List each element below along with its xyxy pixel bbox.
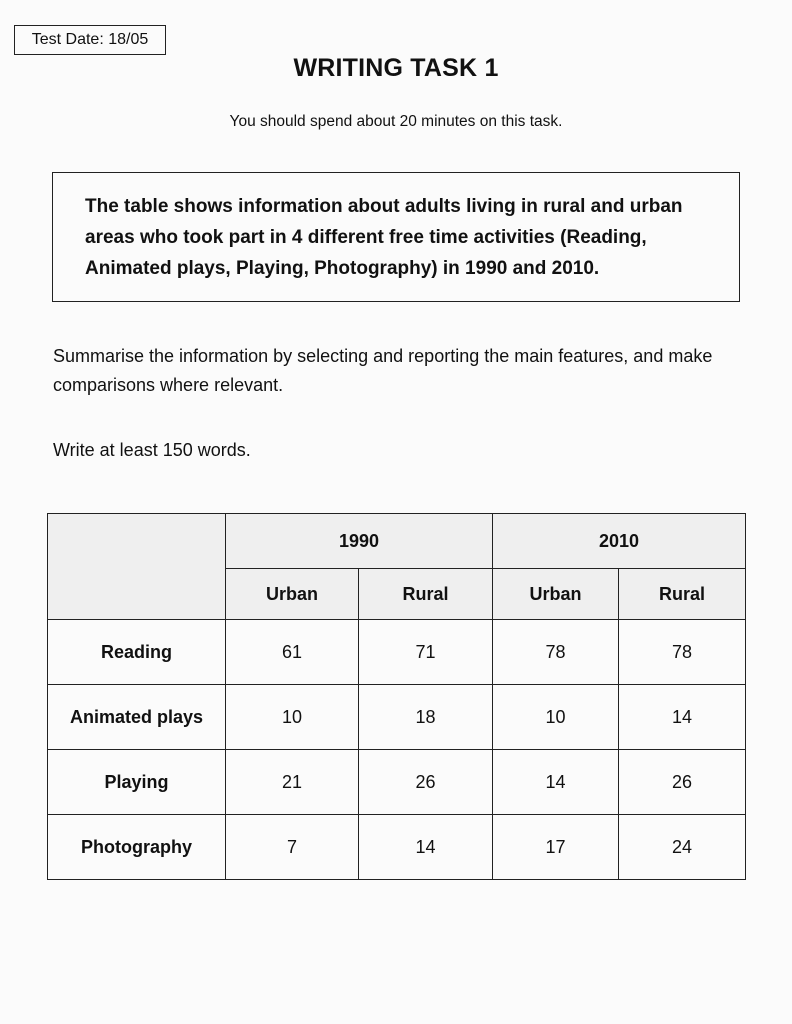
page-title: WRITING TASK 1 [293,54,499,82]
table-cell: 71 [359,620,493,685]
task-prompt-text: The table shows information about adults living in rural and urban areas who took part in 4 different free time activities (Reading, Animated plays, Playing, Photography) in 1990 and 2010. [85,196,683,279]
table-cell: 78 [493,620,619,685]
time-instruction: You should spend about 20 minutes on this task. [229,113,563,130]
row-label-photography: Photography [48,815,226,880]
row-label-reading: Reading [48,620,226,685]
year-header-1990: 1990 [226,514,493,569]
table-row [48,685,746,750]
table-cell: 26 [619,750,746,815]
table-cell: 10 [226,685,359,750]
table-row [48,815,746,880]
subheader-rural-1990: Rural [359,569,493,620]
table-cell: 18 [359,685,493,750]
row-label-animated-plays: Animated plays [48,685,226,750]
table-cell: 26 [359,750,493,815]
task-prompt-box [52,172,740,302]
table-row [48,620,746,685]
summary-instruction: Summarise the information by selecting and reporting the main features, and make comparisons where relevant. [53,346,713,395]
subheader-urban-1990: Urban [226,569,359,620]
year-header-2010: 2010 [493,514,746,569]
subheader-urban-2010: Urban [493,569,619,620]
table-cell: 10 [493,685,619,750]
subheader-rural-2010: Rural [619,569,746,620]
table-cell: 17 [493,815,619,880]
table-corner-cell [48,514,226,620]
test-date-label: Test Date: 18/05 [14,25,166,55]
table-row [48,750,746,815]
activities-table [47,513,746,880]
table-cell: 7 [226,815,359,880]
table-cell: 78 [619,620,746,685]
table-cell: 61 [226,620,359,685]
table-cell: 24 [619,815,746,880]
table-cell: 14 [359,815,493,880]
word-count-instruction: Write at least 150 words. [53,440,251,460]
table-cell: 14 [619,685,746,750]
table-cell: 21 [226,750,359,815]
row-label-playing: Playing [48,750,226,815]
table-cell: 14 [493,750,619,815]
